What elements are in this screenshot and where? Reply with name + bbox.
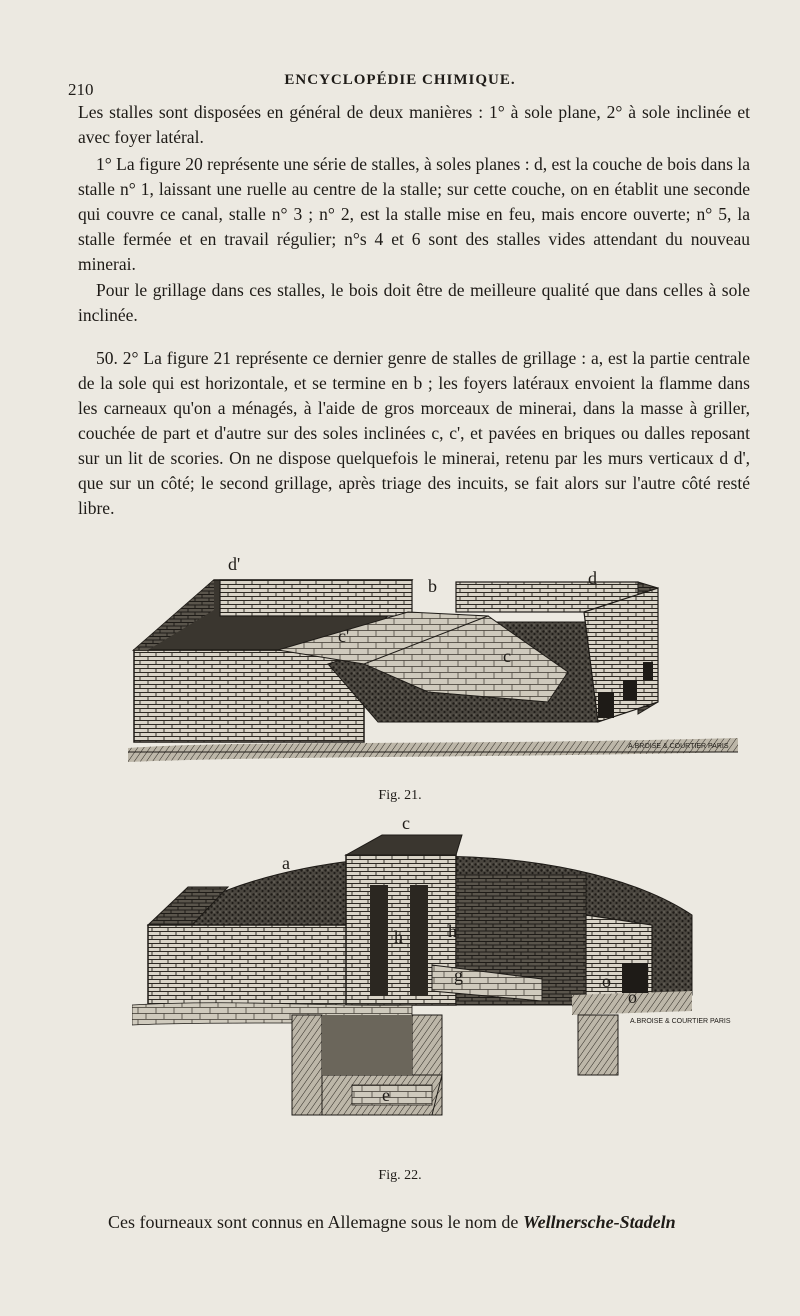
figure-21-illustration [128, 552, 738, 792]
figure-22-caption: Fig. 22. [378, 1168, 422, 1183]
engraver-credit-22: A.BROISE & COURTIER PARIS [630, 1018, 731, 1025]
label-h-2: h [448, 921, 457, 941]
paragraph-figure-20: 1° La figure 20 représente une série de stalles, à soles planes : d, est la couche de bois dans la stalle n° 1, laissant une ruelle au centre de la stalle; sur cette couche, on en établit une seconde qui couvre ce canal, stalle n° 3 ; n° 2, est la stalle mise en feu, mais encore ouverte; n° 5, la stalle fermée et en travail régulier; n°s 4 et 6 sont des stalles vides attendant du nouveau minerai. [78, 154, 750, 274]
label-d-prime: d' [228, 554, 241, 574]
paragraph-figure-21: 50. 2° La figure 21 représente ce dernier genre de stalles de grillage : a, est la partie centrale de la sole qui est horizontale, et se termine en b ; les foyers latéraux envoient la flamme dans les carneaux qu'on a ménagés, à l'aide de gros morceaux de minerai, dans la masse à griller, couchée de part et d'autre sur des soles inclinées c, c', et pavées en briques ou dalles reposant sur un lit de scories. On ne dispose quelquefois le minerai, retenu par les murs verticaux d d', que sur un côté; le second grillage, après triage des incuits, se fait alors sur l'autre côté resté libre. [78, 348, 750, 518]
label-a: a [282, 853, 290, 873]
label-c: c [503, 646, 511, 666]
label-e: e [382, 1085, 390, 1105]
running-head: ENCYCLOPÉDIE CHIMIQUE. [284, 72, 516, 88]
closing-text: Ces fourneaux sont connus en Allemagne sous le nom de [108, 1212, 519, 1232]
figure-21-caption: Fig. 21. [378, 788, 422, 803]
label-o-1: o [602, 971, 611, 991]
label-d: d [588, 568, 597, 588]
closing-line [108, 1212, 676, 1233]
closing-term: Wellnersche-Stadeln [522, 1212, 676, 1232]
label-g: g [454, 965, 463, 985]
paragraph-stalles: Les stalles sont disposées en général de deux manières : 1° à sole plane, 2° à sole inclinée et avec foyer latéral. [78, 102, 750, 147]
label-o-2: o [628, 987, 637, 1007]
paragraph-grillage: Pour le grillage dans ces stalles, le bois doit être de meilleure qualité que dans celles à sole inclinée. [78, 280, 750, 325]
label-b: b [428, 576, 437, 596]
label-c-prime: c' [338, 626, 350, 646]
label-c: c [402, 815, 410, 833]
figure-22-illustration [132, 815, 732, 1155]
label-h-1: h [394, 927, 403, 947]
engraver-credit-21: A.BROISE & COURTIER PARIS [628, 743, 729, 750]
page-number: 210 [68, 80, 94, 99]
